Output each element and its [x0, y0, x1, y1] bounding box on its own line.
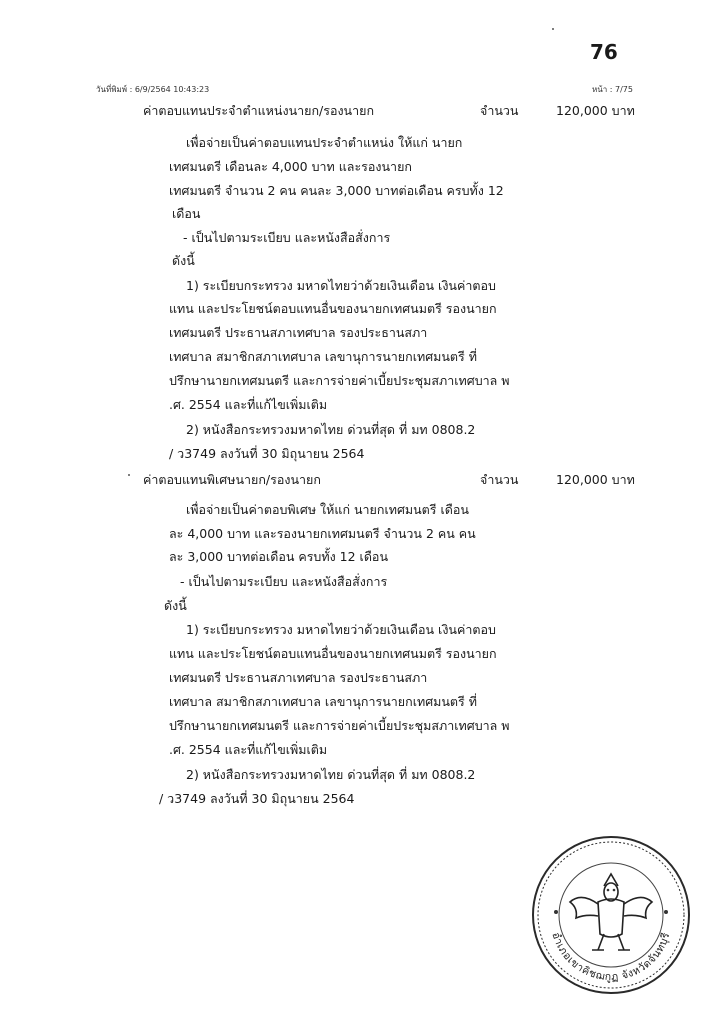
- body-line: / ว3749 ลงวันที่ 30 มิถุนายน 2564: [169, 446, 365, 461]
- body-line: เพื่อจ่ายเป็นค่าตอบพิเศษ ให้แก่ นายกเทศมนตรี เดือน: [186, 502, 469, 517]
- body-line: ดังนี้: [164, 598, 187, 613]
- body-line: 2) หนังสือกระทรวงมหาดไทย ด่วนที่สุด ที่ มท 0808.2: [186, 422, 476, 437]
- body-line: 1) ระเบียบกระทรวง มหาดไทยว่าด้วยเงินเดือน เงินค่าตอบ: [186, 622, 496, 637]
- body-line: เทศมนตรี เดือนละ 4,000 บาท และรองนายก: [169, 159, 412, 174]
- quantity-label: จำนวน: [480, 103, 519, 118]
- body-line: แทน และประโยชน์ตอบแทนอื่นของนายกเทศนมตรี รองนายก: [169, 301, 497, 316]
- body-line: เพื่อจ่ายเป็นค่าตอบแทนประจำตำแหน่ง ให้แก่ นายก: [186, 135, 463, 150]
- body-line: เทศมนตรี จำนวน 2 คน คนละ 3,000 บาทต่อเดือน ครบทั้ง 12: [169, 183, 504, 198]
- body-line: 1) ระเบียบกระทรวง มหาดไทยว่าด้วยเงินเดือน เงินค่าตอบ: [186, 278, 496, 293]
- section-title: ค่าตอบแทนพิเศษนายก/รองนายก: [143, 472, 321, 487]
- page-reference: หน้า : 7/75: [592, 85, 633, 94]
- body-line: แทน และประโยชน์ตอบแทนอื่นของนายกเทศนมตรี รองนายก: [169, 646, 497, 661]
- body-line: ปรึกษานายกเทศมนตรี และการจ่ายค่าเบี้ยประชุมสภาเทศบาล พ: [169, 373, 510, 388]
- body-line: ละ 3,000 บาทต่อเดือน ครบทั้ง 12 เดือน: [169, 549, 388, 564]
- body-line: .ศ. 2554 และที่แก้ไขเพิ่มเติม: [169, 742, 328, 757]
- quantity-label: จำนวน: [480, 472, 519, 487]
- garuda-seal-icon: [526, 830, 696, 1000]
- body-line: เทศมนตรี ประธานสภาเทศบาล รองประธานสภา: [169, 670, 428, 685]
- amount-value: 120,000 บาท: [556, 103, 635, 118]
- body-line: .ศ. 2554 และที่แก้ไขเพิ่มเติม: [169, 397, 328, 412]
- section-title: ค่าตอบแทนประจำตำแหน่งนายก/รองนายก: [143, 103, 375, 118]
- body-line: ปรึกษานายกเทศมนตรี และการจ่ายค่าเบี้ยประชุมสภาเทศบาล พ: [169, 718, 510, 733]
- official-seal: [526, 830, 696, 1000]
- body-line: ดังนี้: [172, 253, 195, 268]
- body-line: - เป็นไปตามระเบียบ และหนังสือสั่งการ: [183, 230, 391, 245]
- body-line: เทศบาล สมาชิกสภาเทศบาล เลขานุการนายกเทศมนตรี ที่: [169, 349, 477, 364]
- body-line: 2) หนังสือกระทรวงมหาดไทย ด่วนที่สุด ที่ มท 0808.2: [186, 767, 476, 782]
- body-line: - เป็นไปตามระเบียบ และหนังสือสั่งการ: [180, 574, 388, 589]
- page-number: 76: [590, 40, 618, 64]
- print-timestamp: วันที่พิมพ์ : 6/9/2564 10:43:23: [96, 85, 210, 94]
- amount-value: 120,000 บาท: [556, 472, 635, 487]
- svg-text:อำเภอเขาคิชฌกูฏ จังหวัดจันทบุร: [549, 931, 672, 983]
- scan-speck: [552, 28, 554, 30]
- seal-text: อำเภอเขาคิชฌกูฏ จังหวัดจันทบุรี: [549, 930, 673, 984]
- body-line: เทศบาล สมาชิกสภาเทศบาล เลขานุการนายกเทศมนตรี ที่: [169, 694, 477, 709]
- body-line: ละ 4,000 บาท และรองนายกเทศมนตรี จำนวน 2 คน คน: [169, 526, 476, 541]
- body-line: เทศมนตรี ประธานสภาเทศบาล รองประธานสภา: [169, 325, 428, 340]
- scan-speck: [128, 474, 130, 476]
- body-line: / ว3749 ลงวันที่ 30 มิถุนายน 2564: [159, 791, 355, 806]
- body-line: เดือน: [172, 206, 201, 221]
